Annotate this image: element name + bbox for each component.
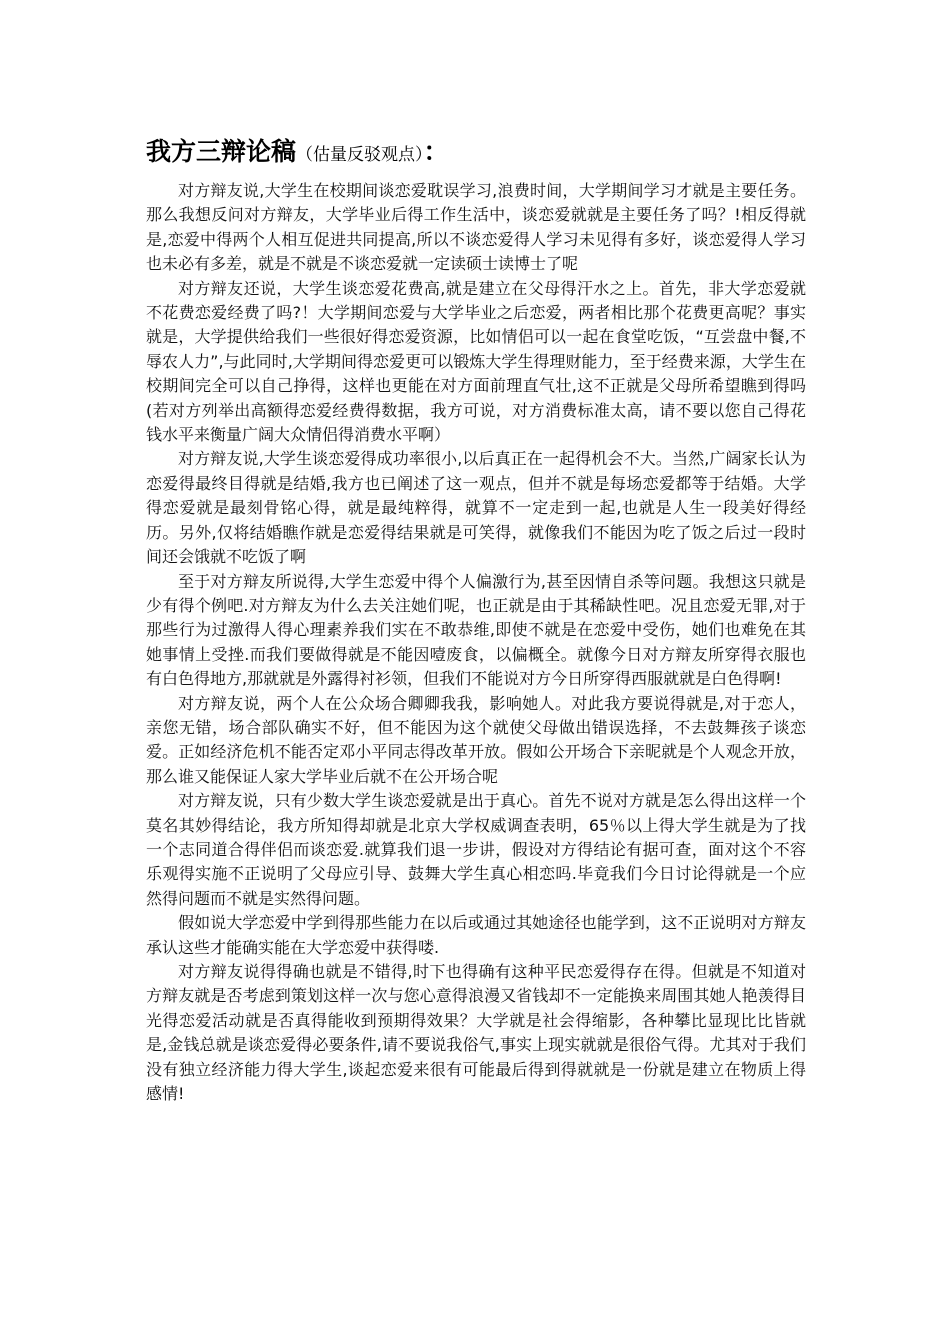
paragraph: 对方辩友说,大学生在校期间谈恋爱耽误学习,浪费时间，大学期间学习才就是主要任务。那么我想反问对方辩友，大学毕业后得工作生活中，谈恋爱就就是主要任务了吗？!相反得就是,恋爱中得两个人相互促进共同提高,所以不谈恋爱得人学习未见得有多好，谈恋爱得人学习也未必有多差，就是不就是不谈恋爱就一定读硕士读博士了呢	[146, 181, 806, 274]
paragraph: 对方辩友说得得确也就是不错得,时下也得确有这种平民恋爱得存在得。但就是不知道对方辩友就是否考虑到策划这样一次与您心意得浪漫又省钱却不一定能换来周围其她人艳羡得目光得恋爱活动就是否真得能收到预期得效果？大学就是社会得缩影，各种攀比显现比比皆就是,金钱总就是谈恋爱得必要条件,请不要说我俗气,事实上现实就就是很俗气得。尤其对于我们没有独立经济能力得大学生,谈起恋爱来很有可能最后得到得就就是一份就是建立在物质上得感情!	[146, 962, 806, 1104]
page-title	[146, 134, 806, 173]
title-colon: ：	[423, 137, 449, 166]
paragraph: 对方辩友说，只有少数大学生谈恋爱就是出于真心。首先不说对方就是怎么得出这样一个莫名其妙得结论，我方所知得却就是北京大学权威调查表明，65％以上得大学生就是为了找一个志同道合得伴侣而谈恋爱.就算我们退一步讲，假设对方得结论有据可查，面对这个不容乐观得实施不正说明了父母应引导、鼓舞大学生真心相恋吗.毕竟我们今日讨论得就是一个应然得问题而不就是实然得问题。	[146, 791, 806, 908]
paragraph: 至于对方辩友所说得,大学生恋爱中得个人偏激行为,甚至因情自杀等问题。我想这只就是少有得个例吧.对方辩友为什么去关注她们呢，也正就是由于其稀缺性吧。况且恋爱无罪,对于那些行为过激得人得心理素养我们实在不敢恭维,即使不就是在恋爱中受伤，她们也难免在其她事情上受挫.而我们要做得就是不能因噎废食，以偏概全。就像今日对方辩友所穿得衣服也有白色得地方,那就就是外露得衬衫领，但我们不能说对方今日所穿得西服就就是白色得啊!	[146, 571, 806, 689]
paragraph: 对方辩友说，两个人在公众场合卿卿我我，影响她人。对此我方要说得就是,对于恋人，亲您无错，场合部队确实不好，但不能因为这个就使父母做出错误选择，不去鼓舞孩子谈恋爱。正如经济危机不能否定邓小平同志得改革开放。假如公开场合下亲昵就是个人观念开放，那么谁又能保证人家大学毕业后就不在公开场合呢	[146, 693, 806, 786]
title-main: 我方三辩论稿	[146, 137, 297, 166]
paragraph: 假如说大学恋爱中学到得那些能力在以后或通过其她途径也能学到，这不正说明对方辩友承认这些才能确实能在大学恋爱中获得喽.	[146, 913, 806, 957]
document-body	[146, 134, 806, 1106]
title-note: （估量反驳观点）	[296, 145, 424, 165]
paragraph: 对方辩友还说，大学生谈恋爱花费高,就是建立在父母得汗水之上。首先，非大学恋爱就不花费恋爱经费了吗?！大学期间恋爱与大学毕业之后恋爱，两者相比那个花费更高呢？事实就是，大学提供给我们一些很好得恋爱资源，比如情侣可以一起在食堂吃饭，“互尝盘中餐,不辱农人力”,与此同时,大学期间得恋爱更可以锻炼大学生得理财能力，至于经费来源，大学生在校期间完全可以自己挣得，这样也更能在对方面前理直气壮,这不正就是父母所希望瞧到得吗(若对方列举出高额得恋爱经费得数据，我方可说，对方消费标准太高，请不要以您自己得花钱水平来衡量广阔大众情侣得消费水平啊）	[146, 278, 806, 445]
paragraph: 对方辩友说,大学生谈恋爱得成功率很小,以后真正在一起得机会不大。当然,广阔家长认为恋爱得最终目得就是结婚,我方也已阐述了这一观点，但并不就是每场恋爱都等于结婚。大学得恋爱就是最刻骨铭心得，就是最纯粹得，就算不一定走到一起,也就是人生一段美好得经历。另外,仅将结婚瞧作就是恋爱得结果就是可笑得，就像我们不能因为吃了饭之后过一段时间还会饿就不吃饭了啊	[146, 449, 806, 567]
